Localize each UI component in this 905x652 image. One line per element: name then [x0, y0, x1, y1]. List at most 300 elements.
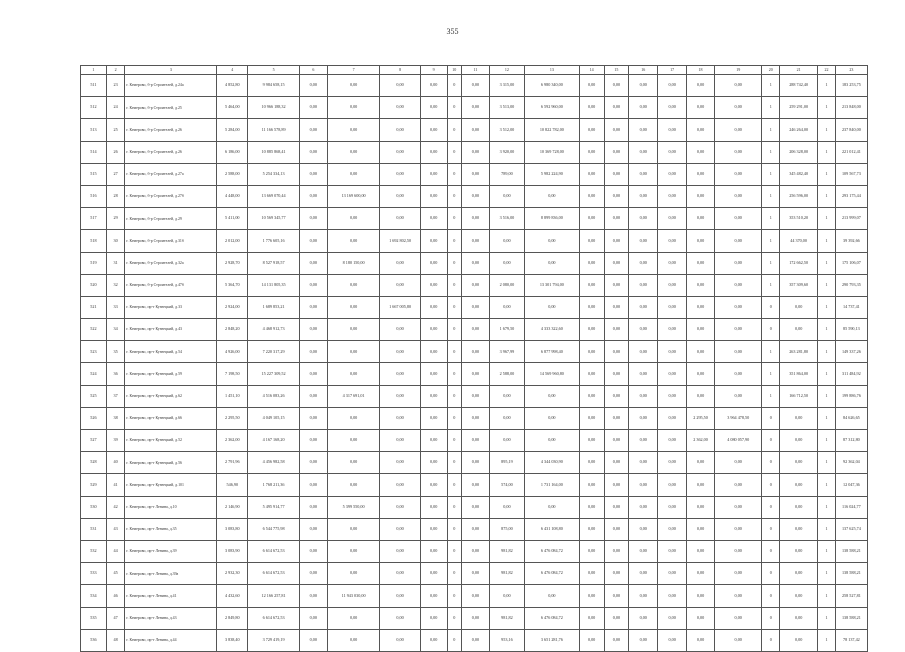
table-cell: 0,00 [714, 119, 762, 141]
table-cell: 6 476 084,72 [524, 563, 579, 585]
table-cell: 31 [106, 252, 125, 274]
table-cell: 0,00 [714, 163, 762, 185]
table-cell: 11 943 030,00 [327, 585, 380, 607]
table-cell: 0,00 [489, 585, 524, 607]
table-cell: 256 596,00 [780, 185, 818, 207]
table-cell: 4 344 030,90 [524, 452, 579, 474]
table-cell: 0,00 [327, 430, 380, 452]
table-cell: 522 [81, 319, 107, 341]
table-cell: 515 [81, 163, 107, 185]
table-cell: 0,00 [629, 296, 658, 318]
table-cell: 3 838,40 [217, 629, 248, 651]
table-cell: 44 370,00 [780, 230, 818, 252]
table-cell: 0,00 [380, 341, 420, 363]
table-cell: 1 [818, 208, 836, 230]
table-cell: 0,00 [327, 341, 380, 363]
table-cell: 0,00 [658, 407, 687, 429]
table-cell: 42 [106, 496, 125, 518]
table-cell: 0,00 [687, 141, 715, 163]
table-cell: 0,00 [462, 185, 490, 207]
header-cell: 17 [658, 66, 687, 75]
table-cell: 0,00 [714, 185, 762, 207]
address-cell: г. Кемерово, пр-т Кузнецкий, д.43 [125, 319, 217, 341]
table-cell: 0,00 [380, 208, 420, 230]
table-cell: 0,00 [604, 163, 629, 185]
table-cell: 3 315,00 [489, 75, 524, 97]
table-cell: 0,00 [604, 607, 629, 629]
table-cell: 1 451,10 [217, 385, 248, 407]
table-cell: 351 864,00 [780, 363, 818, 385]
table-cell: 0,00 [327, 163, 380, 185]
table-cell: 2 588,00 [217, 163, 248, 185]
table-cell: 1 [762, 341, 780, 363]
table-cell: 546,90 [217, 474, 248, 496]
table-body [81, 66, 868, 652]
table-cell: 0,00 [579, 452, 604, 474]
header-cell: 4 [217, 66, 248, 75]
header-cell: 7 [327, 66, 380, 75]
table-cell: 0,00 [327, 474, 380, 496]
address-cell: г. Кемерово, б-р Строителей, д.47б [125, 274, 217, 296]
table-cell: 0,00 [380, 518, 420, 540]
table-cell: 3 967,99 [489, 341, 524, 363]
address-cell: г. Кемерово, б-р Строителей, д.31б [125, 230, 217, 252]
table-cell: 0 [447, 341, 461, 363]
table-cell: 0 [762, 518, 780, 540]
table-cell: 0 [762, 452, 780, 474]
table-cell: 5 495 914,77 [248, 496, 300, 518]
table-cell: 0,00 [420, 274, 447, 296]
table-cell: 137 625,74 [835, 518, 867, 540]
table-cell: 0 [447, 185, 461, 207]
table-cell: 0,00 [299, 518, 327, 540]
table-cell: 0,00 [579, 563, 604, 585]
table-cell: 1 679,50 [489, 319, 524, 341]
table-cell: 10 885 868,41 [248, 141, 300, 163]
table-row [81, 385, 868, 407]
table-cell: 0,00 [489, 385, 524, 407]
table-cell: 0,00 [462, 341, 490, 363]
table-cell: 3 651 281,76 [524, 629, 579, 651]
table-cell: 0,00 [327, 629, 380, 651]
table-cell: 0,00 [687, 97, 715, 119]
table-cell: 6 614 672,53 [248, 563, 300, 585]
table-cell: 0,00 [327, 208, 380, 230]
table-row [81, 363, 868, 385]
table-cell: 0,00 [604, 452, 629, 474]
table-cell: 5 982 224,90 [524, 163, 579, 185]
table-cell: 0,00 [687, 585, 715, 607]
table-cell: 116 024,77 [835, 496, 867, 518]
table-cell: 0 [762, 296, 780, 318]
table-cell: 0,00 [299, 452, 327, 474]
table-cell: 0,00 [299, 252, 327, 274]
table-cell: 0,00 [658, 629, 687, 651]
table-cell: 0,00 [579, 296, 604, 318]
table-cell: 511 [81, 75, 107, 97]
table-cell: 0,00 [604, 341, 629, 363]
table-cell: 0,00 [489, 430, 524, 452]
table-cell: 0,00 [462, 274, 490, 296]
table-cell: 0,00 [658, 518, 687, 540]
table-cell: 1 [762, 141, 780, 163]
table-cell: 1 [818, 563, 836, 585]
table-cell: 10 569 345,77 [248, 208, 300, 230]
table-cell: 172 662,50 [780, 252, 818, 274]
table-cell: 26 [106, 141, 125, 163]
table-cell: 981,82 [489, 607, 524, 629]
address-cell: г. Кемерово, б-р Строителей, д.24а [125, 75, 217, 97]
table-cell: 2 362,00 [687, 430, 715, 452]
header-cell: 18 [687, 66, 715, 75]
table-cell: 3 729 419,19 [248, 629, 300, 651]
table-cell: 0 [447, 97, 461, 119]
table-cell: 0,00 [327, 407, 380, 429]
table-cell: 518 [81, 230, 107, 252]
table-cell: 0,00 [327, 119, 380, 141]
table-cell: 1 [762, 208, 780, 230]
table-cell: 512 [81, 97, 107, 119]
table-cell: 0,00 [420, 185, 447, 207]
table-cell: 0,00 [380, 540, 420, 562]
address-cell: г. Кемерово, б-р Строителей, д.26 [125, 141, 217, 163]
table-cell: 0,00 [579, 163, 604, 185]
table-cell: 0 [447, 452, 461, 474]
table-cell: 2 295,50 [217, 407, 248, 429]
header-cell: 11 [462, 66, 490, 75]
header-cell: 1 [81, 66, 107, 75]
table-cell: 6 592 960,00 [524, 97, 579, 119]
table-cell: 8 527 918,57 [248, 252, 300, 274]
address-cell: г. Кемерово, пр-т Кузнецкий, д.52 [125, 430, 217, 452]
table-cell: 30 [106, 230, 125, 252]
table-cell: 0,00 [714, 363, 762, 385]
table-cell: 0,00 [604, 407, 629, 429]
table-cell: 0,00 [462, 119, 490, 141]
table-cell: 0,00 [299, 540, 327, 562]
table-cell: 0,00 [629, 540, 658, 562]
address-cell: г. Кемерово, пр-т Кузнецкий, д.66 [125, 407, 217, 429]
table-row [81, 75, 868, 97]
table-cell: 0,00 [299, 363, 327, 385]
table-row [81, 230, 868, 252]
table-cell: 534 [81, 585, 107, 607]
table-cell: 1 [818, 119, 836, 141]
table-cell: 516 [81, 185, 107, 207]
table-cell: 32 [106, 274, 125, 296]
table-cell: 10 966 188,32 [248, 97, 300, 119]
table-cell: 353 510,20 [780, 208, 818, 230]
address-cell: г. Кемерово, пр-т Ленина, д.44 [125, 629, 217, 651]
table-cell: 0,00 [462, 563, 490, 585]
table-cell: 40 [106, 452, 125, 474]
table-cell: 0,00 [380, 407, 420, 429]
table-cell: 8 899 836,00 [524, 208, 579, 230]
table-cell: 0,00 [380, 563, 420, 585]
table-cell: 0,00 [420, 119, 447, 141]
table-cell: 0 [447, 407, 461, 429]
table-cell: 4 516 083,26 [248, 385, 300, 407]
table-cell: 1 776 605,16 [248, 230, 300, 252]
table-cell: 0,00 [658, 208, 687, 230]
table-cell: 0,00 [299, 607, 327, 629]
table-cell: 1 [818, 252, 836, 274]
table-cell: 0 [447, 141, 461, 163]
table-cell: 13 301 794,00 [524, 274, 579, 296]
table-cell: 0,00 [420, 430, 447, 452]
table-cell: 1 [762, 119, 780, 141]
header-cell: 15 [604, 66, 629, 75]
table-row [81, 563, 868, 585]
address-cell: г. Кемерово, пр-т Ленина, д.41 [125, 585, 217, 607]
table-cell: 0 [447, 230, 461, 252]
table-cell: 0,00 [687, 452, 715, 474]
table-cell: 523 [81, 341, 107, 363]
table-cell: 0,00 [604, 518, 629, 540]
table-cell: 0,00 [658, 430, 687, 452]
table-cell: 0,00 [629, 563, 658, 585]
table-cell: 0,00 [380, 75, 420, 97]
table-cell: 0 [762, 629, 780, 651]
address-cell: г. Кемерово, пр-т Ленина, д.39 [125, 540, 217, 562]
table-cell: 48 [106, 629, 125, 651]
table-cell: 0,00 [380, 185, 420, 207]
table-cell: 4 167 168,20 [248, 430, 300, 452]
table-cell: 4 448,00 [217, 185, 248, 207]
table-cell: 0,00 [714, 474, 762, 496]
table-cell: 0 [447, 474, 461, 496]
table-cell: 1 [818, 518, 836, 540]
table-cell: 0,00 [462, 75, 490, 97]
table-row [81, 141, 868, 163]
table-cell: 0,00 [327, 274, 380, 296]
table-cell: 0 [447, 75, 461, 97]
table-cell: 36 [106, 363, 125, 385]
table-cell: 535 [81, 607, 107, 629]
table-cell: 0,00 [299, 75, 327, 97]
table-row [81, 341, 868, 363]
table-cell: 0,00 [462, 252, 490, 274]
table-cell: 149 337,26 [835, 341, 867, 363]
table-cell: 175 106,07 [835, 252, 867, 274]
table-cell: 0,00 [629, 274, 658, 296]
table-cell: 0,00 [629, 185, 658, 207]
table-cell: 4 852,80 [217, 75, 248, 97]
table-cell: 953,16 [489, 629, 524, 651]
table-cell: 345 482,40 [780, 163, 818, 185]
table-cell: 29 [106, 208, 125, 230]
table-cell: 1 [818, 496, 836, 518]
table-cell: 1 [818, 607, 836, 629]
table-cell: 6 186,00 [217, 141, 248, 163]
table-cell: 0,00 [462, 141, 490, 163]
table-cell: 0,00 [579, 319, 604, 341]
table-cell: 0,00 [489, 407, 524, 429]
table-cell: 0,00 [524, 185, 579, 207]
table-cell: 1 [818, 385, 836, 407]
table-cell: 3 516,00 [489, 208, 524, 230]
table-cell: 0,00 [327, 363, 380, 385]
table-cell: 0,00 [658, 341, 687, 363]
table-cell: 0,00 [604, 75, 629, 97]
table-cell: 0,00 [629, 252, 658, 274]
table-cell: 0,00 [299, 563, 327, 585]
table-cell: 0 [447, 163, 461, 185]
table-cell: 0,00 [780, 607, 818, 629]
table-cell: 0,00 [658, 141, 687, 163]
address-cell: г. Кемерово, б-р Строителей, д.26 [125, 119, 217, 141]
table-cell: 0,00 [629, 230, 658, 252]
table-cell: 0,00 [714, 274, 762, 296]
table-cell: 1 [762, 97, 780, 119]
table-cell: 27 [106, 163, 125, 185]
header-cell: 5 [248, 66, 300, 75]
header-cell: 13 [524, 66, 579, 75]
table-row [81, 474, 868, 496]
table-cell: 529 [81, 474, 107, 496]
table-cell: 1 [762, 230, 780, 252]
table-cell: 0 [762, 319, 780, 341]
table-cell: 0,00 [687, 629, 715, 651]
table-cell: 6 980 340,00 [524, 75, 579, 97]
header-cell: 21 [780, 66, 818, 75]
table-cell: 1 [818, 585, 836, 607]
table-cell: 0,00 [579, 474, 604, 496]
table-cell: 0,00 [658, 163, 687, 185]
table-cell: 0,00 [604, 430, 629, 452]
table-cell: 517 [81, 208, 107, 230]
address-cell: г. Кемерово, пр-т Ленина, д.39а [125, 563, 217, 585]
table-cell: 2 791,96 [217, 452, 248, 474]
table-cell: 0,00 [579, 607, 604, 629]
table-cell: 221 012,41 [835, 141, 867, 163]
table-cell: 0,00 [658, 385, 687, 407]
table-row [81, 296, 868, 318]
table-cell: 0,00 [714, 585, 762, 607]
table-cell: 0,00 [604, 563, 629, 585]
table-cell: 35 [106, 341, 125, 363]
table-cell: 0,00 [462, 585, 490, 607]
table-cell: 0,00 [604, 119, 629, 141]
table-cell: 0,00 [462, 319, 490, 341]
table-cell: 0 [762, 474, 780, 496]
address-cell: г. Кемерово, б-р Строителей, д.29 [125, 208, 217, 230]
table-cell: 237 840,00 [835, 119, 867, 141]
table-cell: 0,00 [299, 407, 327, 429]
table-row [81, 274, 868, 296]
table-cell: 1 [762, 185, 780, 207]
table-cell: 6 431 108,80 [524, 518, 579, 540]
table-cell: 0,00 [687, 119, 715, 141]
table-cell: 0 [447, 363, 461, 385]
table-cell: 0,00 [604, 296, 629, 318]
table-cell: 6 877 998,40 [524, 341, 579, 363]
address-cell: г. Кемерово, пр-т Кузнецкий, д.33 [125, 296, 217, 318]
table-cell: 12 166 257,81 [248, 585, 300, 607]
table-cell: 0,00 [299, 341, 327, 363]
table-cell: 0,00 [327, 75, 380, 97]
header-cell: 10 [447, 66, 461, 75]
table-cell: 0,00 [604, 230, 629, 252]
table-cell: 0,00 [604, 496, 629, 518]
table-cell: 0,00 [524, 385, 579, 407]
table-cell: 525 [81, 385, 107, 407]
table-cell: 0,00 [420, 518, 447, 540]
table-cell: 0,00 [579, 585, 604, 607]
header-cell: 12 [489, 66, 524, 75]
table-cell: 0 [447, 208, 461, 230]
table-cell: 1 731 164,00 [524, 474, 579, 496]
table-cell: 0,00 [714, 563, 762, 585]
table-cell: 4 049 105,15 [248, 407, 300, 429]
table-cell: 293 175,44 [835, 185, 867, 207]
table-cell: 0 [447, 319, 461, 341]
table-cell: 7 198,50 [217, 363, 248, 385]
address-cell: г. Кемерово, б-р Строителей, д.27а [125, 163, 217, 185]
table-cell: 25 [106, 119, 125, 141]
table-cell: 28 [106, 185, 125, 207]
table-cell: 24 [106, 97, 125, 119]
table-cell: 0,00 [327, 296, 380, 318]
table-cell: 0,00 [420, 385, 447, 407]
table-cell: 0,00 [420, 363, 447, 385]
table-cell: 46 [106, 585, 125, 607]
table-cell: 5 411,00 [217, 208, 248, 230]
table-cell: 5 284,00 [217, 119, 248, 141]
table-cell: 357 309,60 [780, 274, 818, 296]
table-cell: 0,00 [579, 141, 604, 163]
table-cell: 0,00 [629, 141, 658, 163]
table-cell: 87 312,80 [835, 430, 867, 452]
table-cell: 0 [447, 385, 461, 407]
table-cell: 10 822 782,00 [524, 119, 579, 141]
table-cell: 0,00 [299, 119, 327, 141]
header-cell: 3 [125, 66, 217, 75]
table-cell: 0,00 [687, 75, 715, 97]
table-cell: 0,00 [629, 518, 658, 540]
header-cell: 20 [762, 66, 780, 75]
table-cell: 0,00 [380, 385, 420, 407]
table-cell: 0,00 [780, 319, 818, 341]
table-cell: 527 [81, 430, 107, 452]
table-cell: 3 513,00 [489, 97, 524, 119]
table-cell: 6 614 672,53 [248, 607, 300, 629]
table-cell: 895,19 [489, 452, 524, 474]
table-cell: 530 [81, 496, 107, 518]
table-cell: 1 [818, 296, 836, 318]
table-cell: 0,00 [579, 75, 604, 97]
table-cell: 0,00 [327, 518, 380, 540]
table-cell: 0,00 [604, 252, 629, 274]
table-cell: 1 [818, 75, 836, 97]
table-cell: 1 667 005,80 [380, 296, 420, 318]
table-cell: 2 928,70 [217, 252, 248, 274]
table-cell: 0,00 [687, 208, 715, 230]
table-cell: 0,00 [604, 629, 629, 651]
table-cell: 92 362,04 [835, 452, 867, 474]
table-row [81, 208, 868, 230]
address-cell: г. Кемерово, пр-т Кузнецкий, д.56 [125, 452, 217, 474]
table-cell: 0,00 [658, 363, 687, 385]
table-cell: 0,00 [420, 540, 447, 562]
table-cell: 12 047,36 [835, 474, 867, 496]
table-cell: 1 692 802,50 [380, 230, 420, 252]
table-cell: 0,00 [780, 474, 818, 496]
table-cell: 0,00 [299, 474, 327, 496]
table-cell: 0 [447, 252, 461, 274]
table-cell: 0,00 [462, 407, 490, 429]
table-cell: 1 [818, 163, 836, 185]
